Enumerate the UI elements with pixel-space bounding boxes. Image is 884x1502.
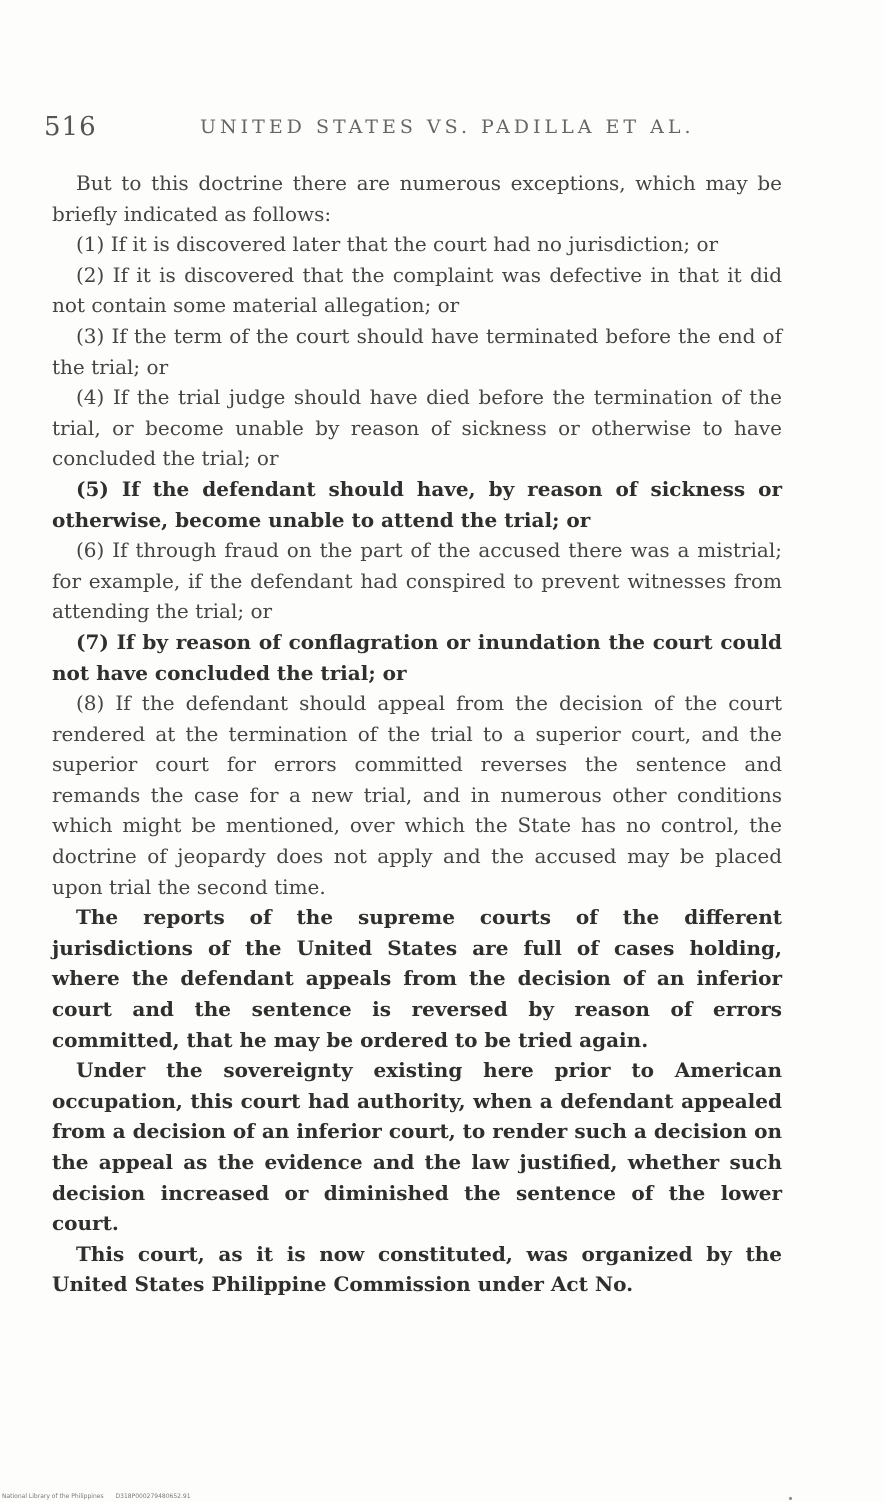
paragraph-exception-6: (6) If through fraud on the part of the accused there was a mistrial; for example, if the defendant had conspired to prevent witnesses from attending the trial; or <box>52 538 782 624</box>
paragraph-exception-3: (3) If the term of the court should have terminated before the end of the trial; or <box>52 323 782 379</box>
running-head: UNITED STATES VS. PADILLA ET AL. <box>200 116 695 138</box>
footer-code: D318P000279480652.91 <box>115 1493 191 1500</box>
scan-footer <box>2 1493 201 1500</box>
paragraph-exception-5: (5) If the defendant should have, by reason of sickness or otherwise, become unable to attend the trial; or <box>52 476 782 532</box>
paragraph-exception-7: (7) If by reason of conflagration or inundation the court could not have concluded the trial; or <box>52 629 782 685</box>
paragraph-intro: But to this doctrine there are numerous exceptions, which may be briefly indicated as follows: <box>52 171 782 226</box>
paragraph-exception-2: (2) If it is discovered that the complaint was defective in that it did not contain some material allegation; or <box>52 262 782 318</box>
paragraph-court-organization: This court, as it is now constituted, was organized by the United States Philippine Commission under Act No. <box>52 1241 782 1297</box>
page-header <box>40 112 800 152</box>
scan-mark <box>789 1497 792 1500</box>
paragraph-exception-1: (1) If it is discovered later that the court had no jurisdiction; or <box>76 232 719 257</box>
page-number: 516 <box>44 112 97 142</box>
paragraph-sovereignty: Under the sovereignty existing here prior to American occupation, this court had authority, when a defendant appealed from a decision of an inferior court, to render such a decision on the appeal as the evidence and the law justified, whether such decision increased or diminished the sentence of the lower court. <box>52 1058 782 1236</box>
footer-library: National Library of the Philippines <box>2 1493 104 1500</box>
paragraph-reports: The reports of the supreme courts of the different jurisdictions of the United States are full of cases holding, where the defendant appeals from the decision of an inferior court and the sentence is reversed by reason of errors committed, that he may be ordered to be tried again. <box>52 905 782 1052</box>
paragraph-exception-8: (8) If the defendant should appeal from the decision of the court rendered at the termination of the trial to a superior court, and the superior court for errors committed reverses the sentence and remands the case for a new trial, and in numerous other conditions which might be mentioned, over which the State has no control, the doctrine of jeopardy does not apply and the accused may be placed upon trial the second time. <box>52 691 782 899</box>
paragraph-exception-4: (4) If the trial judge should have died before the termination of the trial, or become unable by reason of sickness or otherwise to have concluded the trial; or <box>52 385 782 471</box>
body-text <box>52 168 782 1300</box>
